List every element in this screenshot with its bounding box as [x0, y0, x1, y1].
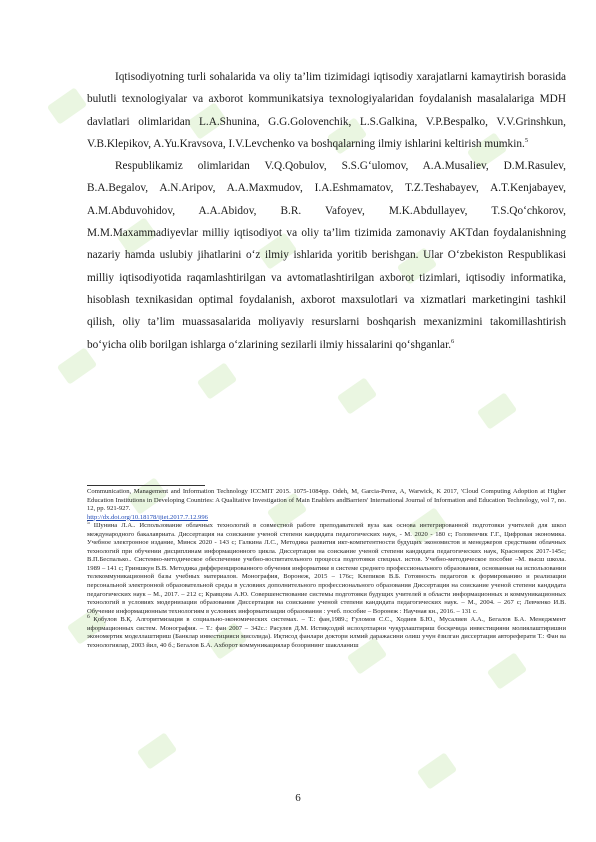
- main-text: [87, 66, 566, 356]
- footnote-text: Communication, Management and Information Technology ICCMIT 2015. 1075-1084pp. Odeh, M, Garcia-Perez, A, Warwick, K 2017, 'Cloud Computing Adoption at Higher Education Institutions in Developing Countries: A Qualitative Investigation of Main Enablers andBarriers' International Journal of Information and Education Technology, vol 7, no. 12, pp. 921-927.: [87, 488, 566, 513]
- footnote-5: [87, 522, 566, 616]
- footnote-6: [87, 616, 566, 650]
- paragraph: [87, 155, 566, 356]
- doi-link[interactable]: http://dx.doi.org/10.18178/ijiet.2017.7.12.996: [87, 513, 208, 521]
- footnote-mark: 5: [87, 520, 90, 526]
- footnote-separator: [87, 485, 205, 486]
- footnote-text: Шунина Л.А.. Использование облачных технологий в совместной работе преподавателей вуза как основа интегрированной подготовки учителей для школ международного бакалавриата. Диссертация на соискание ученой степени кандидата педагогических наук, - М. 2020 - 180 с; Головенчик Г.Г., Цифровая экономика. Учебное электронное издание, Минск 2020 - 143 с; Галкина Л.С., Методика развития икт-компетентности будущих экономистов и менеджеров средствами облачных технологий при обучении дисциплинам информационного цикла. Диссертации на соискание ученой степени кандидата педагогических наук, Красноярск 2017-145с; В.П.Беспалько.. Системно-методическое обеспечение учебно-воспитательного процесса подготовки специал. истов. Учебно-методическое пособие –М. высш школа. 1989 – 141 с; Гриншкун В.В. Методика дифференцированного обучения информатике в системе среднего профессионального образования, основанная на использовании телекоммуникационной базы учебных материалов. Монография, Воронеж, 2015 – 176с; Клепиков В.Б. Готовность педагогов к формированию и реализации персональной электронной образовательной среды в условиях дополнительного профессионального образования Диссертация на соискание ученой степени кандидата педагогических наук – М., 2017. – 212 с; Кравцова А.Ю. Совершенствование системы подготовки будущих учителей в области информационных и коммуникационных технологий в условиях модернизации образования Диссертация на соискание ученой степени кандидата педагогических наук. – М., 2004. – 267 с; Левченко И.В. Обучение информационным технологиям в условиях информатизации образования : учеб. пособие – Воронеж : Научная кн., 2016. – 131 с.: [87, 522, 566, 615]
- paragraph: [87, 66, 566, 155]
- watermark-mark: [137, 732, 177, 770]
- footnote-continuation: [87, 488, 566, 522]
- watermark-mark: [197, 362, 237, 400]
- footnote-ref[interactable]: 6: [451, 337, 455, 345]
- paragraph-text: Iqtisodiyotning turli sohalarida va oliy ta’lim tizimidagi iqtisodiy xarajatlarni kamaytirish borasida bulutli texnologiyalar va axborot kommunikatsiya texnologiyalaridan foydalanish masalalariga MDH davlatlari olimlaridan L.A.Shunina, G.G.Golovenchik, L.S.Galkina, V.P.Bespalko, V.V.Grinshkun, V.B.Klepikov, A.Yu.Kravsova, I.V.Levchenko va boshqalarning ilmiy ishlarini keltirish mumkin.: [87, 71, 566, 150]
- footnotes: [87, 488, 566, 650]
- watermark-mark: [417, 752, 457, 790]
- footnote-text: Қобулов В.Қ. Алгоритмизация в социально-экономических системах. – Т.: фан,1989.; Ғуломов С.С., Ходиев Б.Ю., Мусалиев А.А., Бегалов Б.А. Менеджмент иформационных систем. Монография. – Т.: фан 2007 – 342с.: Расулев Д.М. Истиқсодий ислоҳотларни чуқурлаштириш босқичида инвестицияни молиялаштиришни экономертик моделлаштириш (Банклар инвестицияси мисолида). Иқтисод фанлари доктори илмий даражасини олиш учун ёзилган диссертация автореферати Т.: Фан ва технологиялар, 2003 йил, 40 б.; Бегалов Б.А. Ахборот коммуникациялар бозорининг шаклланиш: [87, 616, 566, 649]
- footnote-mark: 6: [87, 614, 90, 621]
- footnote-ref[interactable]: 5: [524, 137, 529, 145]
- watermark-mark: [477, 392, 517, 430]
- watermark-mark: [337, 377, 377, 415]
- paragraph-text: Respublikamiz olimlaridan V.Q.Qobulov, S.S.G‘ulomov, A.A.Musaliev, D.M.Rasulev, B.A.Begalov, A.N.Aripov, A.A.Maxmudov, I.A.Eshmamatov, T.Z.Teshabayev, A.T.Kenjabayev, A.M.Abduvohidov, A.A.Abidov, B.R. Vafoyev, M.K.Abdullayev, T.S.Qo‘chkorov, M.M.Maxammadiyevlar milliy iqtisodiyot va oliy ta’lim tizimida zamonaviy AKTdan foydalanishning nazariy hamda uslubiy jihatlarini o‘z ilmiy ishlarida yoritib berishgan. Ular O‘zbekiston Respublikasi milliy iqtisodiyotida raqamlashtirilgan va avtomatlashtirilgan axborot tizimlari, iqtisodiy informatika, hisoblash texnikasidan optimal foydalanish, axborot maxsulotlari va xizmatlari marketingini tashkil qilish, oliy ta’lim muassasalarida moliyaviy resurslarni boshqarish mexanizmini takomillashtirish bo‘yicha olib borilgan ishlarga o‘zlarining sezilarli ilmiy hissalarini qo‘shganlar.: [87, 160, 566, 351]
- watermark-mark: [487, 652, 527, 690]
- watermark-mark: [47, 87, 87, 125]
- page-number: 6: [295, 792, 301, 804]
